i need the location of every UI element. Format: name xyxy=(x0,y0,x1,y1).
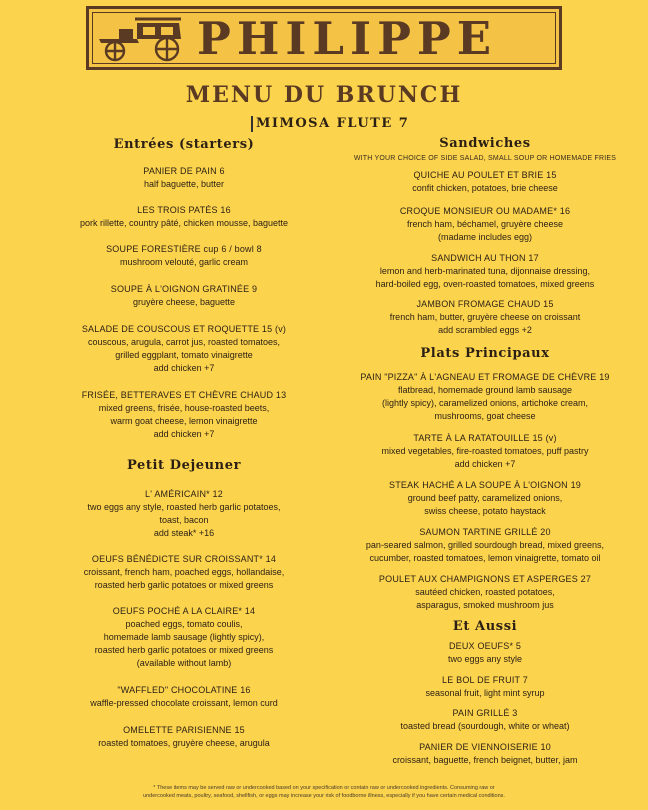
item-title: SALADE DE COUSCOUS ET ROQUETTE 15 (v) xyxy=(81,324,287,334)
item-desc: mushroom velouté, garlic cream xyxy=(119,257,249,267)
section-title-plats: Plats Principaux xyxy=(420,346,550,361)
carriage-icon xyxy=(97,17,187,63)
item-desc: roasted herb garlic potatoes or mixed greens xyxy=(94,580,274,590)
item-title: QUICHE AU POULET ET BRIE 15 xyxy=(413,170,557,180)
item-title: LES TROIS PATÉS 16 xyxy=(137,205,231,215)
item-desc: half baguette, butter xyxy=(143,179,225,189)
item-title: L' AMÉRICAIN* 12 xyxy=(145,489,223,499)
item-title: "WAFFLED" CHOCOLATINE 16 xyxy=(117,685,251,695)
item-desc: swiss cheese, potato haystack xyxy=(424,506,546,516)
item-title: PAIN GRILLÉ 3 xyxy=(452,708,518,718)
raw-food-disclaimer xyxy=(60,784,588,800)
sandwiches-subtitle: WITH YOUR CHOICE OF SIDE SALAD, SMALL SOUP OR HOMEMADE FRIES xyxy=(353,155,617,162)
menu-item xyxy=(325,479,645,518)
item-desc: french ham, butter, gruyère cheese on croissant xyxy=(389,312,581,322)
section-title-aussi: Et Aussi xyxy=(452,619,518,634)
item-desc: add scrambled eggs +2 xyxy=(438,325,532,335)
item-desc: warm goat cheese, lemon vinaigrette xyxy=(110,416,258,426)
item-title: FRISÉE, BETTERAVES ET CHÈVRE CHAUD 13 xyxy=(81,390,287,400)
section-title-sandwiches: Sandwiches xyxy=(439,136,531,151)
menu-item xyxy=(48,204,320,230)
menu-item xyxy=(325,573,645,612)
item-desc: hard-boiled egg, oven-roasted tomatoes, mixed greens xyxy=(375,279,595,289)
item-desc: poached eggs, tomato coulis, xyxy=(125,619,243,629)
item-title: OEUFS POCHÉ A LA CLAIRE* 14 xyxy=(112,606,256,616)
menu-item xyxy=(48,605,320,670)
item-title: PAIN "PIZZA" À L'AGNEAU ET FROMAGE DE CHÈVRE 19 xyxy=(360,372,610,382)
item-title: PANIER DE VIENNOISERIE 10 xyxy=(419,742,551,752)
item-desc: waffle-pressed chocolate croissant, lemon curd xyxy=(90,698,278,708)
item-desc: confit chicken, potatoes, brie cheese xyxy=(412,183,558,193)
menu-item xyxy=(48,323,320,375)
item-desc: mixed vegetables, fire-roasted tomatoes, puff pastry xyxy=(381,446,589,456)
item-desc: add chicken +7 xyxy=(153,429,215,439)
item-desc: toast, bacon xyxy=(159,515,209,525)
item-title: POULET AUX CHAMPIGNONS ET ASPERGES 27 xyxy=(378,574,592,584)
footnote-line: undercooked meats, poultry, seafood, shellfish, or eggs may increase your risk of foodborne illness, especially if you have certain medical conditions. xyxy=(143,793,505,799)
restaurant-name: PHILIPPE xyxy=(197,12,498,65)
item-desc: french ham, béchamel, gruyère cheese xyxy=(406,219,564,229)
item-desc: croissant, french ham, poached eggs, hollandaise, xyxy=(83,567,285,577)
item-title: JAMBON FROMAGE CHAUD 15 xyxy=(416,299,554,309)
menu-item xyxy=(325,707,645,733)
item-desc: cucumber, roasted tomatoes, lemon vinaigrette, tomato oil xyxy=(369,553,601,563)
item-desc: add chicken +7 xyxy=(153,363,215,373)
menu-item xyxy=(48,553,320,592)
section-title-entrees: Entrées (starters) xyxy=(113,137,255,152)
item-desc: pan-seared salmon, grilled sourdough bread, mixed greens, xyxy=(365,540,605,550)
item-title: DEUX OEUFS* 5 xyxy=(448,641,522,651)
menu-item xyxy=(325,298,645,337)
menu-item xyxy=(48,684,320,710)
item-title: PANIER DE PAIN 6 xyxy=(143,166,225,176)
item-desc: (available without lamb) xyxy=(136,658,232,668)
menu-item xyxy=(48,724,320,750)
menu-item xyxy=(325,526,645,565)
item-desc: (madame includes egg) xyxy=(437,232,533,242)
item-title: SOUPE FORESTIÈRE cup 6 / bowl 8 xyxy=(106,244,262,254)
item-desc: two eggs any style, roasted herb garlic potatoes, xyxy=(87,502,281,512)
item-title: OMELETTE PARISIENNE 15 xyxy=(123,725,245,735)
item-title: SANDWICH AU THON 17 xyxy=(431,253,539,263)
item-desc: two eggs any style xyxy=(447,654,523,664)
item-title: SOUPE À L'OIGNON GRATINÉE 9 xyxy=(110,284,258,294)
item-desc: mixed greens, frisée, house-roasted beets, xyxy=(98,403,270,413)
item-title: SAUMON TARTINE GRILLÉ 20 xyxy=(419,527,551,537)
footnote-line: * These items may be served raw or undercooked based on your specification or contain raw or undercooked ingredients. Consuming raw or xyxy=(153,785,495,791)
item-desc: seasonal fruit, light mint syrup xyxy=(425,688,545,698)
restaurant-logo xyxy=(86,6,562,70)
item-desc: add steak* +16 xyxy=(153,528,215,538)
item-desc: croissant, baguette, french beignet, butter, jam xyxy=(392,755,578,765)
item-desc: roasted tomatoes, gruyère cheese, arugula xyxy=(98,738,270,748)
menu-item xyxy=(325,432,645,471)
menu-item xyxy=(48,389,320,441)
item-title: LE BOL DE FRUIT 7 xyxy=(442,675,528,685)
menu-item xyxy=(325,169,645,195)
item-desc: grilled eggplant, tomato vinaigrette xyxy=(115,350,253,360)
section-title-petit-dejeuner: Petit Dejeuner xyxy=(126,458,242,473)
menu-item xyxy=(325,371,645,423)
item-desc: toasted bread (sourdough, white or wheat) xyxy=(400,721,570,731)
item-desc: homemade lamb sausage (lightly spicy), xyxy=(103,632,265,642)
menu-title: MENU DU BRUNCH xyxy=(185,82,463,108)
menu-item xyxy=(48,283,320,309)
menu-item xyxy=(325,674,645,700)
menu-item xyxy=(325,252,645,291)
item-desc: mushrooms, goat cheese xyxy=(434,411,536,421)
menu-item xyxy=(48,243,320,269)
item-desc: ground beef patty, caramelized onions, xyxy=(407,493,563,503)
item-desc: couscous, arugula, carrot jus, roasted tomatoes, xyxy=(87,337,281,347)
menu-item xyxy=(325,205,645,244)
item-desc: gruyère cheese, baguette xyxy=(132,297,236,307)
item-title: OEUFS BÉNÉDICTE SUR CROISSANT* 14 xyxy=(91,554,277,564)
item-desc: asparagus, smoked mushroom jus xyxy=(416,600,554,610)
menu-item xyxy=(325,640,645,666)
item-desc: roasted herb garlic potatoes or mixed greens xyxy=(94,645,274,655)
item-desc: pork rillette, country pâté, chicken mousse, baguette xyxy=(79,218,289,228)
mimosa-special: MIMOSA FLUTE 7 xyxy=(251,116,409,132)
item-desc: sautéed chicken, roasted potatoes, xyxy=(415,587,555,597)
item-title: TARTE À LA RATATOUILLE 15 (v) xyxy=(413,433,557,443)
menu-item xyxy=(48,165,320,191)
menu-item xyxy=(48,488,320,540)
item-title: CROQUE MONSIEUR OU MADAME* 16 xyxy=(399,206,571,216)
item-desc: add chicken +7 xyxy=(454,459,516,469)
item-title: STEAK HACHÉ A LA SOUPE À L'OIGNON 19 xyxy=(389,480,581,490)
item-desc: flatbread, homemade ground lamb sausage xyxy=(397,385,573,395)
item-desc: (lightly spicy), caramelized onions, artichoke cream, xyxy=(381,398,589,408)
item-desc: lemon and herb-marinated tuna, dijonnaise dressing, xyxy=(379,266,591,276)
menu-item xyxy=(325,741,645,767)
